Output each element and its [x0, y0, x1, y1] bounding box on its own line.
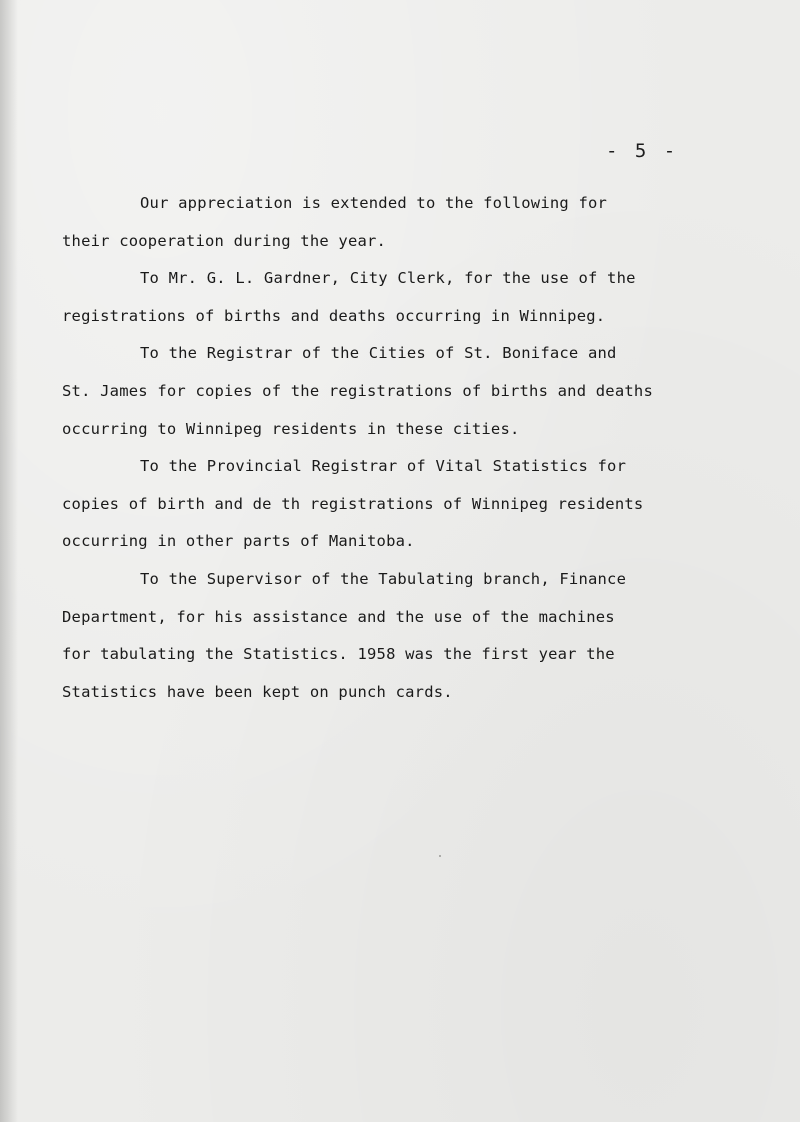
text-line-9: copies of birth and de th registrations of Winnipeg residents [62, 495, 644, 513]
text-line-6: St. James for copies of the registrations of births and deaths [62, 382, 653, 400]
text-line-1: Our appreciation is extended to the following for [140, 194, 608, 212]
text-line-3: To Mr. G. L. Gardner, City Clerk, for the use of the [140, 269, 636, 287]
page-edge-shadow [0, 0, 18, 1122]
text-line-8: To the Provincial Registrar of Vital Statistics for [140, 457, 627, 475]
text-line-11: To the Supervisor of the Tabulating branch, Finance [140, 570, 627, 588]
text-line-7: occurring to Winnipeg residents in these cities. [62, 420, 520, 438]
text-line-14: Statistics have been kept on punch cards. [62, 683, 453, 701]
page-number: - 5 - [606, 140, 679, 162]
text-line-10: occurring in other parts of Manitoba. [62, 532, 415, 550]
text-line-4: registrations of births and deaths occurring in Winnipeg. [62, 307, 606, 325]
text-line-5: To the Registrar of the Cities of St. Boniface and [140, 344, 617, 362]
text-line-12: Department, for his assistance and the use of the machines [62, 608, 615, 626]
paper-speck [439, 855, 441, 857]
text-line-2: their cooperation during the year. [62, 232, 387, 250]
text-line-13: for tabulating the Statistics. 1958 was the first year the [62, 645, 615, 663]
